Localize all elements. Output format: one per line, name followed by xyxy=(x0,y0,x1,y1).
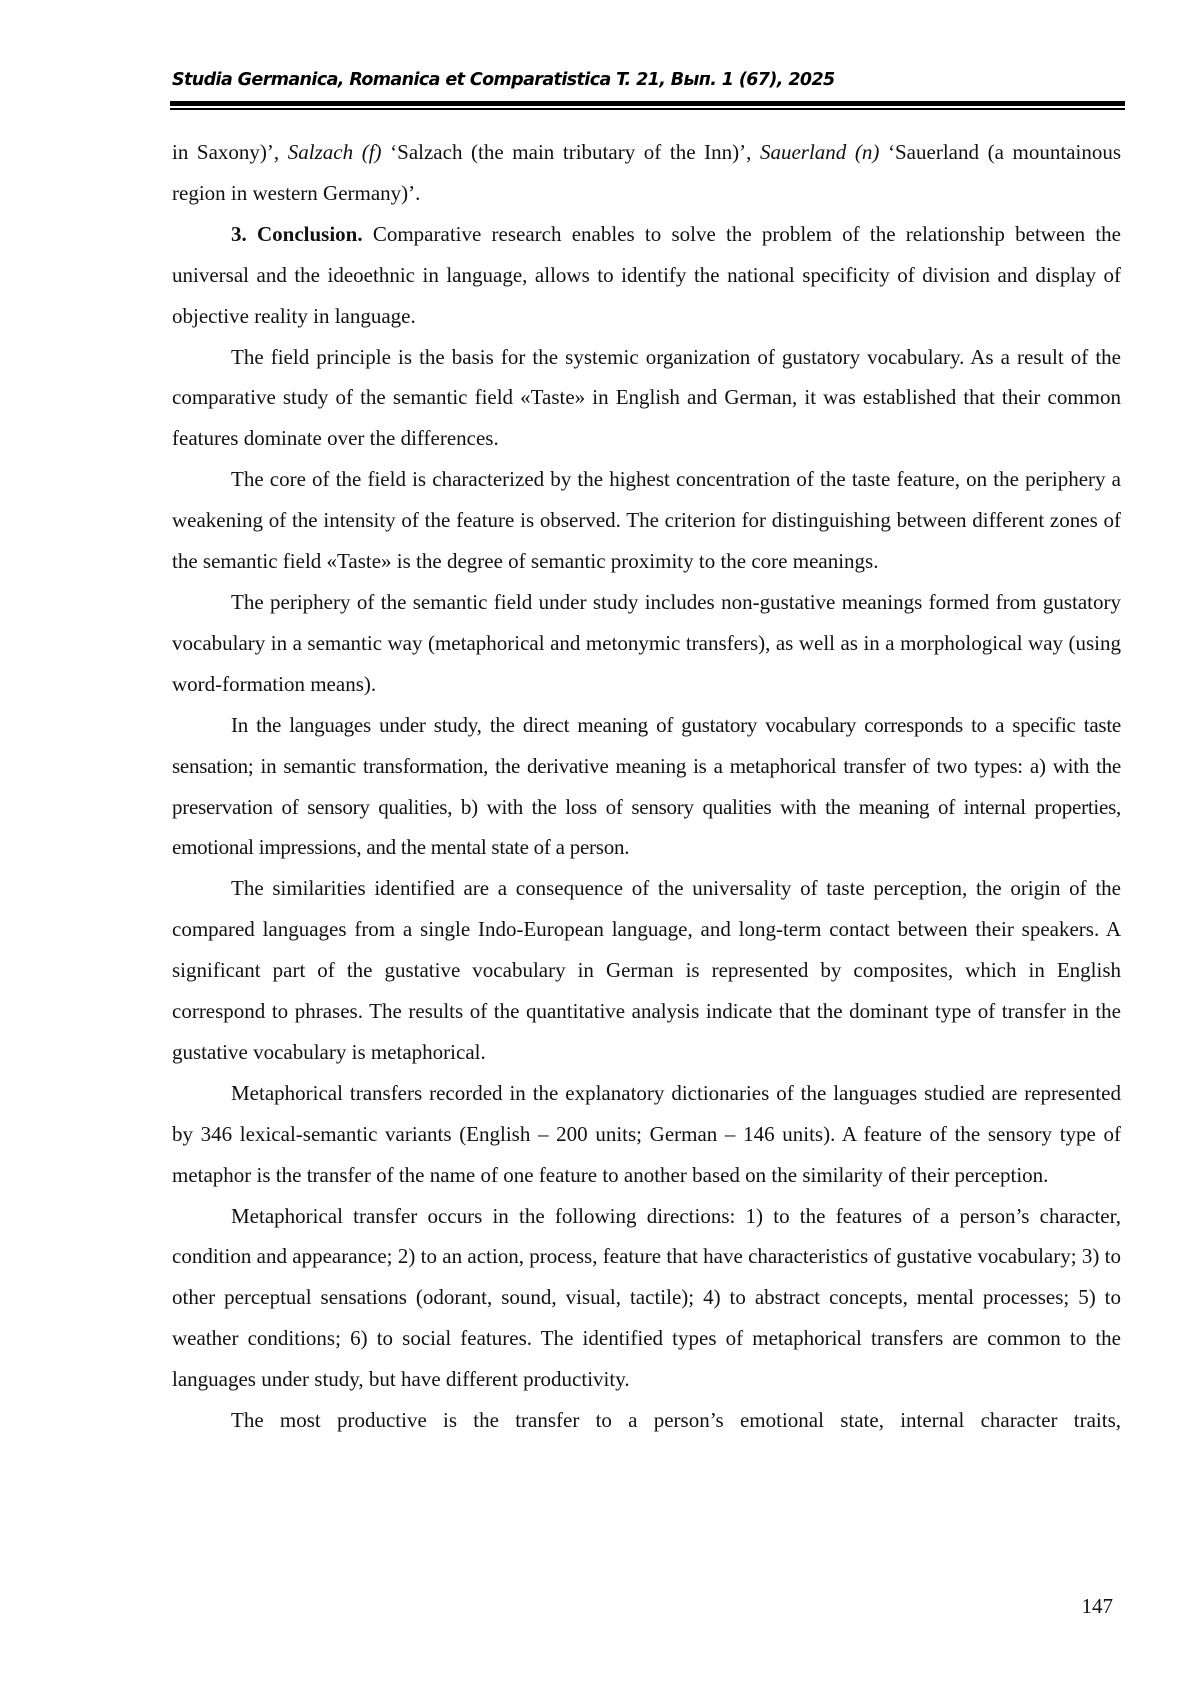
text: ‘Salzach (the main tributary of the Inn)’, xyxy=(382,140,760,164)
text: in Saxony)’, xyxy=(172,140,288,164)
text: Comparative research enables to solve the problem of the relationship between the universal and the ideoethnic in language, allows to identify the national specificity of division and display of objective reality in language. xyxy=(172,222,1121,328)
italic-term: Salzach (f) xyxy=(288,140,382,164)
text: ‘Sauerland (a mountainous region in western Germany)’. xyxy=(172,140,1121,205)
paragraph: The periphery of the semantic field under study includes non-gustative meanings formed from gustatory vocabulary in a semantic way (metaphorical and metonymic transfers), as well as in a morphological way (using word-formation means). xyxy=(172,582,1121,705)
paragraph: The core of the field is characterized by the highest concentration of the taste feature, on the periphery a weakening of the intensity of the feature is observed. The criterion for distinguishing between different zones of the semantic field «Taste» is the degree of semantic proximity to the core meanings. xyxy=(172,459,1121,582)
italic-term: Sauerland (n) xyxy=(760,140,879,164)
conclusion-paragraph xyxy=(172,214,1121,337)
header-rule-thin xyxy=(170,108,1125,110)
paragraph: Metaphorical transfer occurs in the following directions: 1) to the features of a person’s character, condition and appearance; 2) to an action, process, feature that have characteristics of gustative vocabulary; 3) to other perceptual sensations (odorant, sound, visual, tactile); 4) to abstract concepts, mental processes; 5) to weather conditions; 6) to social features. The identified types of metaphorical transfers are common to the languages under study, but have different productivity. xyxy=(172,1196,1121,1401)
continuation-paragraph xyxy=(172,132,1121,214)
page-body xyxy=(172,132,1121,1441)
paragraph: Metaphorical transfers recorded in the explanatory dictionaries of the languages studied are represented by 346 lexical-semantic variants (English – 200 units; German – 146 units). A feature of the sensory type of metaphor is the transfer of the name of one feature to another based on the similarity of their perception. xyxy=(172,1073,1121,1196)
page-number: 147 xyxy=(1082,1594,1114,1619)
paragraph: In the languages under study, the direct meaning of gustatory vocabulary corresponds to a specific taste sensation; in semantic transformation, the derivative meaning is a metaphorical transfer of two types: a) with the preservation of sensory qualities, b) with the loss of sensory qualities with the meaning of internal properties, emotional impressions, and the mental state of a person. xyxy=(172,705,1121,869)
paragraph: The most productive is the transfer to a person’s emotional state, internal character traits, xyxy=(172,1400,1121,1441)
header-rule-thick xyxy=(170,101,1125,106)
paragraph: The similarities identified are a consequence of the universality of taste perception, the origin of the compared languages from a single Indo-European language, and long-term contact between their speakers. A significant part of the gustative vocabulary in German is represented by composites, which in English correspond to phrases. The results of the quantitative analysis indicate that the dominant type of transfer in the gustative vocabulary is metaphorical. xyxy=(172,868,1121,1073)
section-heading: 3. Conclusion. xyxy=(231,222,363,246)
paragraph: The field principle is the basis for the systemic organization of gustatory vocabulary. As a result of the comparative study of the semantic field «Taste» in English and German, it was established that their common features dominate over the differences. xyxy=(172,337,1121,460)
journal-running-header: Studia Germanica, Romanica et Comparatistica T. 21, Вып. 1 (67), 2025 xyxy=(172,70,835,90)
